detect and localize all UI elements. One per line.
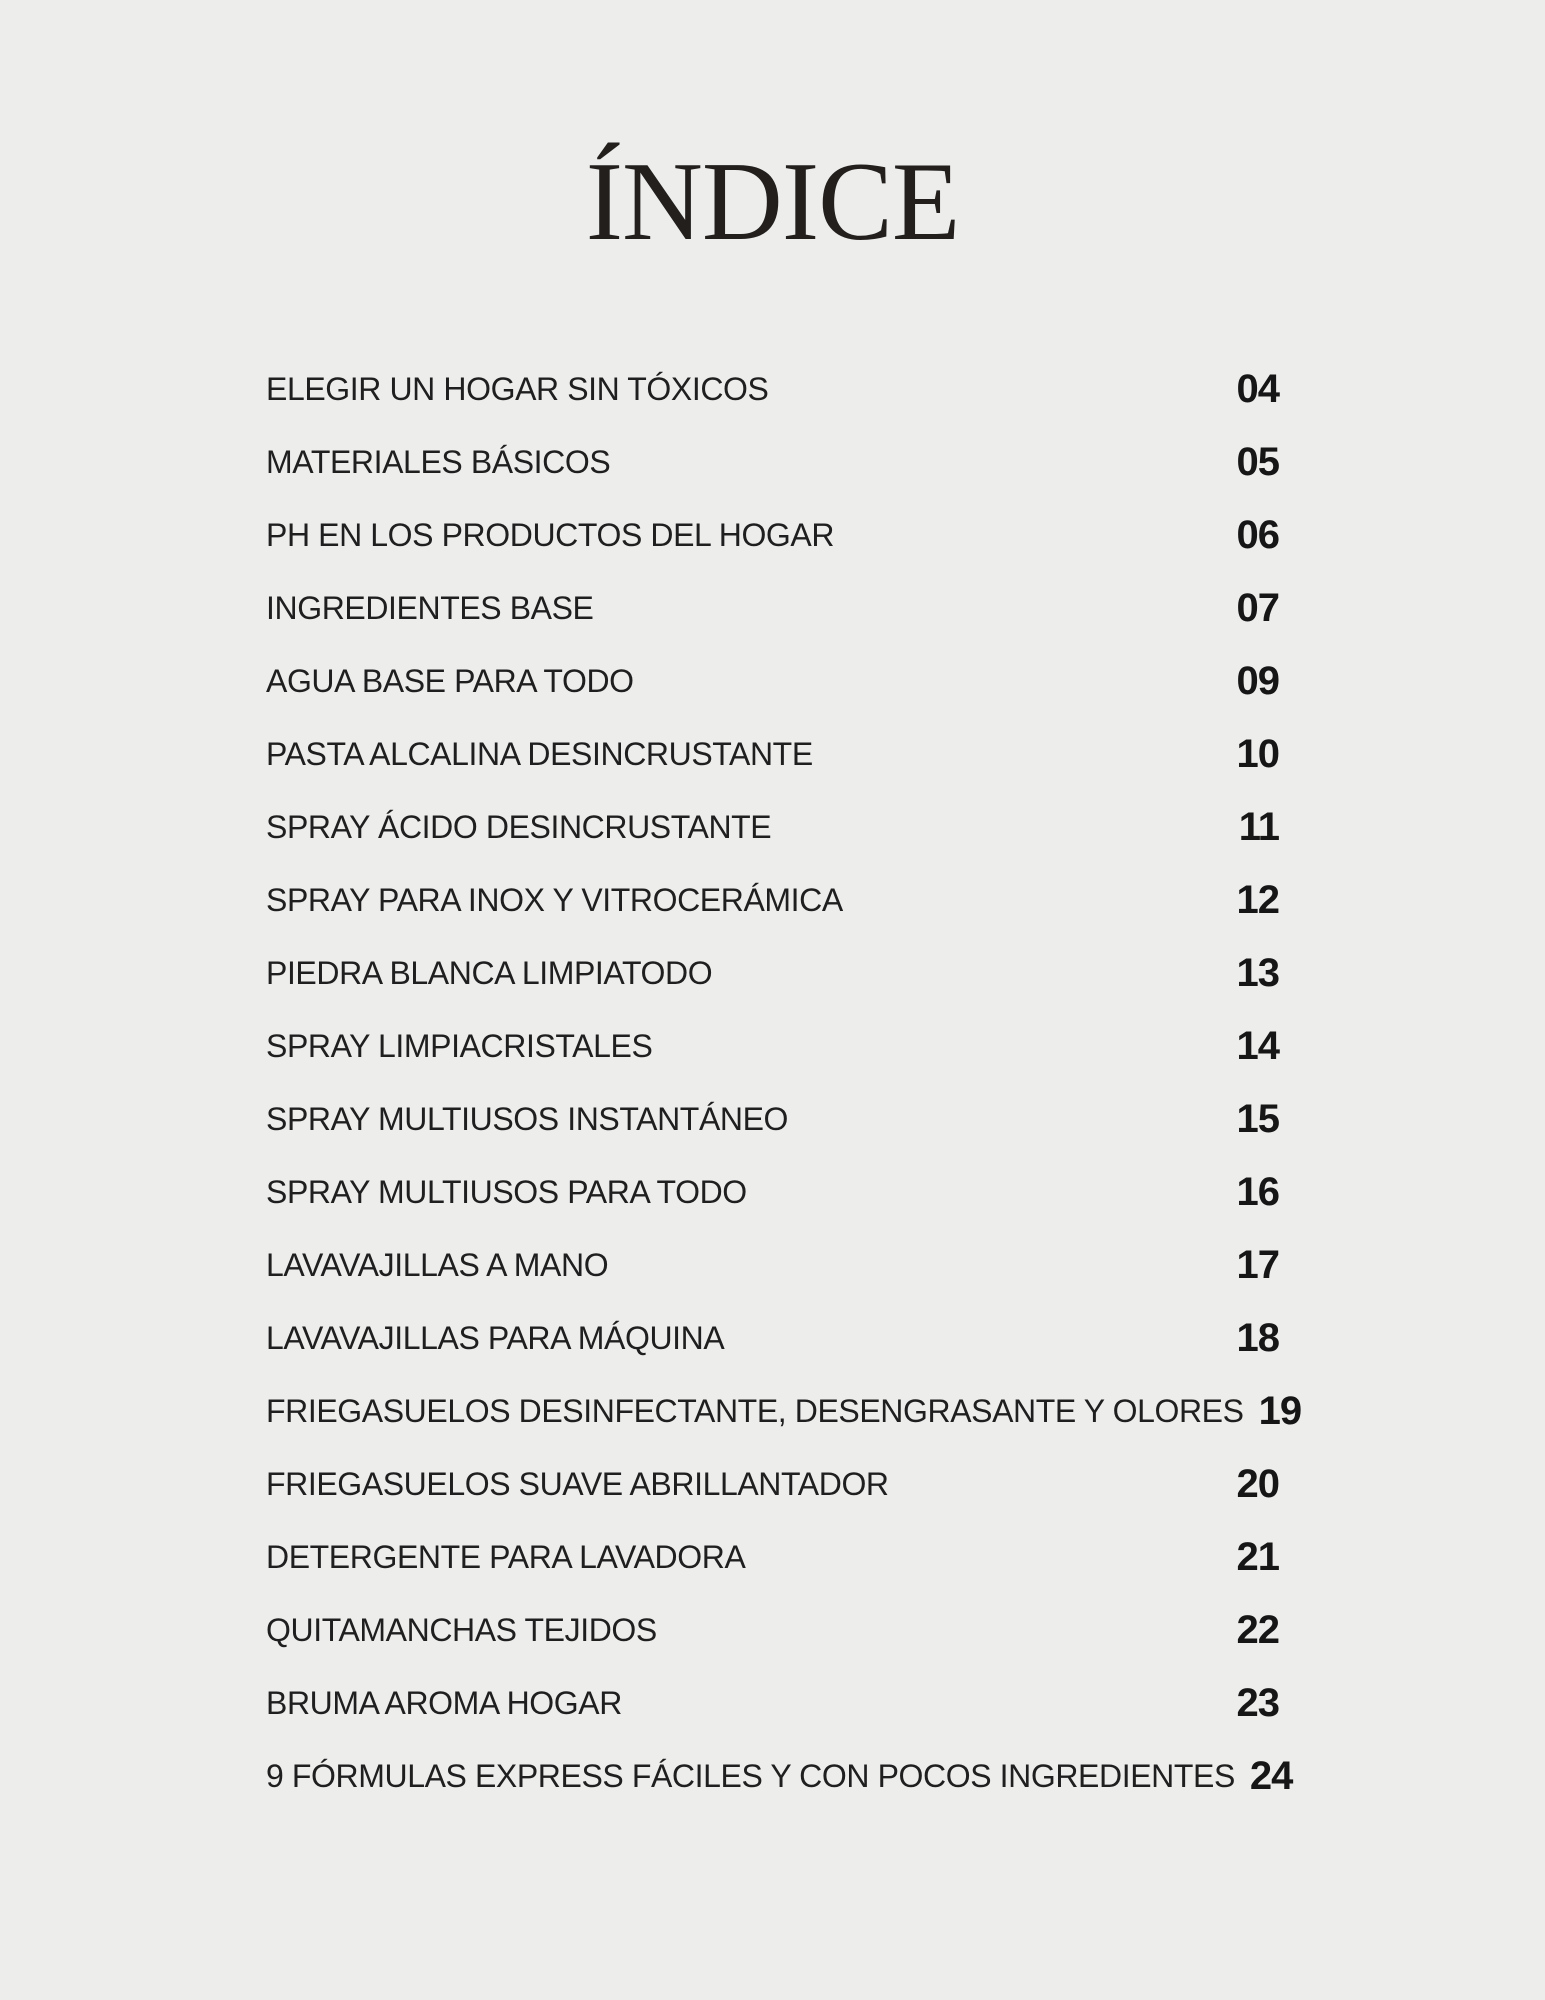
toc-item-page: 15 [1236,1097,1279,1141]
toc-item-label: SPRAY MULTIUSOS INSTANTÁNEO [266,1101,789,1137]
toc-row [266,1302,1279,1375]
toc-item-page: 21 [1236,1535,1279,1579]
toc-item-label: BRUMA AROMA HOGAR [266,1685,622,1721]
toc-row [266,1740,1293,1813]
toc-item-page: 23 [1236,1681,1279,1725]
toc-item-label: FRIEGASUELOS DESINFECTANTE, DESENGRASANTE Y OLORES [266,1393,1244,1429]
toc-item-label: PH EN LOS PRODUCTOS DEL HOGAR [266,517,835,553]
toc-item-page: 11 [1238,805,1279,849]
toc-item-page: 13 [1236,951,1279,995]
toc-item-page: 04 [1236,367,1279,411]
toc-row [266,1229,1279,1302]
toc-row [266,426,1279,499]
toc-row [266,1521,1279,1594]
toc-item-page: 09 [1236,659,1279,703]
toc-item-page: 12 [1236,878,1279,922]
toc-item-label: INGREDIENTES BASE [266,590,594,626]
toc-item-label: FRIEGASUELOS SUAVE ABRILLANTADOR [266,1466,889,1502]
toc-item-label: QUITAMANCHAS TEJIDOS [266,1612,657,1648]
toc-item-label: ELEGIR UN HOGAR SIN TÓXICOS [266,371,769,407]
toc-item-page: 18 [1236,1316,1279,1360]
toc-item-label: 9 FÓRMULAS EXPRESS FÁCILES Y CON POCOS INGREDIENTES [266,1758,1235,1794]
table-of-contents [266,353,1302,1813]
toc-item-label: SPRAY LIMPIACRISTALES [266,1028,653,1064]
toc-item-page: 05 [1236,440,1279,484]
toc-item-label: LAVAVAJILLAS A MANO [266,1247,609,1283]
toc-row [266,718,1279,791]
toc-item-page: 06 [1236,513,1279,557]
toc-item-label: DETERGENTE PARA LAVADORA [266,1539,746,1575]
toc-item-label: SPRAY MULTIUSOS PARA TODO [266,1174,747,1210]
toc-row [266,1010,1279,1083]
toc-item-page: 14 [1236,1024,1279,1068]
toc-row [266,864,1279,937]
toc-item-label: PIEDRA BLANCA LIMPIATODO [266,955,713,991]
toc-item-label: LAVAVAJILLAS PARA MÁQUINA [266,1320,725,1356]
toc-row [266,645,1279,718]
toc-row [266,1448,1279,1521]
toc-item-page: 24 [1249,1754,1293,1798]
toc-row [266,499,1279,572]
toc-row [266,1083,1279,1156]
toc-row [266,572,1279,645]
toc-item-page: 19 [1258,1389,1302,1433]
toc-row [266,937,1279,1010]
page-title: ÍNDICE [585,140,960,264]
toc-row [266,1667,1279,1740]
toc-item-page: 17 [1236,1243,1279,1287]
toc-item-label: AGUA BASE PARA TODO [266,663,634,699]
toc-item-label: SPRAY PARA INOX Y VITROCERÁMICA [266,882,843,918]
toc-item-label: MATERIALES BÁSICOS [266,444,611,480]
toc-row [266,1594,1279,1667]
toc-item-page: 10 [1236,732,1279,776]
toc-row [266,1156,1279,1229]
toc-item-page: 16 [1236,1170,1279,1214]
toc-item-page: 20 [1236,1462,1279,1506]
toc-row [266,791,1279,864]
toc-item-page: 07 [1236,586,1279,630]
toc-item-label: SPRAY ÁCIDO DESINCRUSTANTE [266,809,772,845]
toc-row [266,353,1279,426]
toc-item-label: PASTA ALCALINA DESINCRUSTANTE [266,736,813,772]
toc-row [266,1375,1302,1448]
toc-item-page: 22 [1236,1608,1279,1652]
